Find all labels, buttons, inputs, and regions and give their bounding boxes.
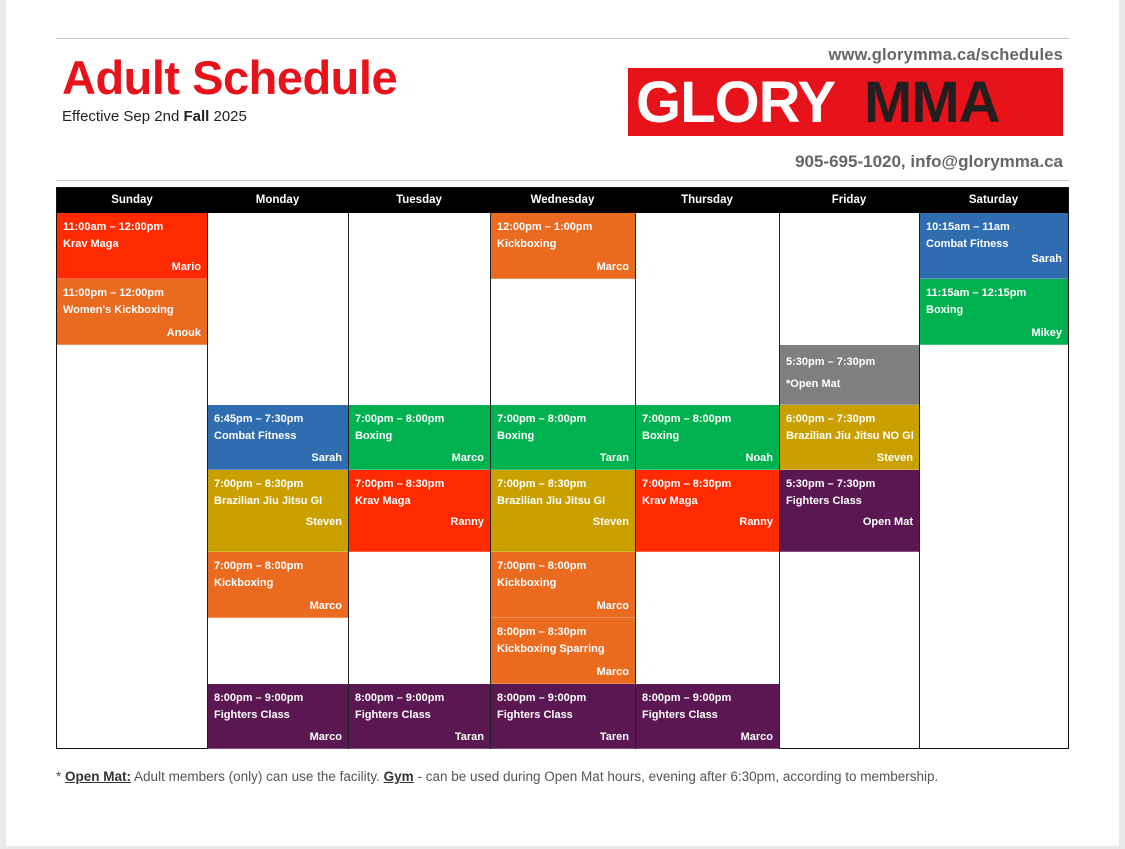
class-name: Boxing bbox=[926, 304, 964, 316]
top-rule bbox=[56, 38, 1069, 39]
footnote-gym-text: - can be used during Open Mat hours, evening after 6:30pm, according to membership. bbox=[417, 769, 939, 784]
class-name: Fighters Class bbox=[497, 709, 573, 721]
class-name: Kickboxing Sparring bbox=[497, 643, 605, 655]
class-block-krav-maga[interactable] bbox=[636, 470, 779, 552]
class-block-boxing[interactable] bbox=[349, 405, 490, 470]
class-instructor: Sarah bbox=[1031, 253, 1062, 265]
class-time: 7:00pm – 8:30pm bbox=[355, 478, 445, 490]
class-block-kickboxing[interactable] bbox=[491, 552, 635, 618]
class-block-boxing[interactable] bbox=[920, 279, 1068, 345]
day-header-monday: Monday bbox=[207, 188, 348, 213]
day-header-tuesday: Tuesday bbox=[348, 188, 490, 213]
class-instructor: Mario bbox=[171, 261, 201, 273]
class-block-combat-fitness[interactable] bbox=[920, 213, 1068, 279]
class-time: 7:00pm – 8:00pm bbox=[355, 413, 445, 425]
class-block-kickboxing[interactable] bbox=[208, 552, 348, 618]
class-time: 5:30pm – 7:30pm bbox=[786, 478, 876, 490]
class-name: Krav Maga bbox=[63, 238, 119, 250]
class-time: 7:00pm – 8:30pm bbox=[497, 478, 587, 490]
class-time: 7:00pm – 8:00pm bbox=[497, 560, 587, 572]
class-time: 12:00pm – 1:00pm bbox=[497, 221, 593, 233]
class-block-bjj-no-gi[interactable] bbox=[780, 405, 919, 470]
class-name: Fighters Class bbox=[642, 709, 718, 721]
class-name: Krav Maga bbox=[355, 495, 411, 507]
class-block-kickboxing-sparring[interactable] bbox=[491, 618, 635, 684]
footnote bbox=[56, 769, 938, 784]
class-name: Boxing bbox=[355, 430, 393, 442]
effective-date bbox=[62, 108, 247, 125]
class-name: Kickboxing bbox=[497, 238, 557, 250]
class-instructor: Marco bbox=[596, 261, 629, 273]
class-instructor: Taran bbox=[454, 731, 484, 743]
class-instructor: Steven bbox=[305, 516, 342, 528]
logo-text-glory: GLORY bbox=[636, 70, 836, 135]
class-name: Krav Maga bbox=[642, 495, 698, 507]
page-title: Adult Schedule bbox=[62, 51, 398, 104]
class-time: 10:15am – 11am bbox=[926, 221, 1010, 233]
class-time: 7:00pm – 8:00pm bbox=[497, 413, 587, 425]
class-name: Boxing bbox=[497, 430, 535, 442]
contact-info: 905-695-1020, info@glorymma.ca bbox=[795, 152, 1063, 171]
class-time: 8:00pm – 9:00pm bbox=[497, 692, 587, 704]
class-instructor: Sarah bbox=[311, 452, 342, 464]
class-block-bjj-gi[interactable] bbox=[491, 470, 635, 552]
class-block-krav-maga[interactable] bbox=[57, 213, 207, 279]
class-name: Fighters Class bbox=[786, 495, 862, 507]
class-block-womens-kickboxing[interactable] bbox=[57, 279, 207, 345]
class-time: 8:00pm – 9:00pm bbox=[214, 692, 304, 704]
header-rule bbox=[56, 180, 1069, 181]
class-instructor: Marco bbox=[596, 600, 629, 612]
day-header-sunday: Sunday bbox=[57, 188, 207, 213]
class-time: 11:00pm – 12:00pm bbox=[63, 287, 164, 299]
class-instructor: Mikey bbox=[1031, 327, 1062, 339]
footnote-open-mat-label: Open Mat: bbox=[65, 769, 132, 784]
class-instructor: Marco bbox=[596, 666, 629, 678]
class-time: 7:00pm – 8:30pm bbox=[214, 478, 304, 490]
class-time: 5:30pm – 7:30pm bbox=[786, 356, 876, 368]
logo-text-mma: MMA bbox=[864, 70, 1000, 135]
class-instructor: Steven bbox=[876, 452, 913, 464]
class-block-kickboxing[interactable] bbox=[491, 213, 635, 279]
class-time: 8:00pm – 9:00pm bbox=[642, 692, 732, 704]
class-instructor: Marco bbox=[451, 452, 484, 464]
class-name: Kickboxing bbox=[497, 577, 557, 589]
class-name: Boxing bbox=[642, 430, 680, 442]
class-time: 7:00pm – 8:00pm bbox=[642, 413, 732, 425]
class-name: Women's Kickboxing bbox=[63, 304, 174, 316]
effective-year: 2025 bbox=[213, 108, 247, 125]
class-block-fighters-class[interactable] bbox=[636, 684, 779, 749]
class-name: Fighters Class bbox=[214, 709, 290, 721]
class-name: Combat Fitness bbox=[926, 238, 1009, 250]
class-instructor: Taren bbox=[599, 731, 629, 743]
class-time: 8:00pm – 8:30pm bbox=[497, 626, 587, 638]
effective-prefix: Effective Sep 2nd bbox=[62, 108, 180, 125]
class-instructor: Ranny bbox=[450, 516, 484, 528]
class-name: Brazilian Jiu Jitsu GI bbox=[214, 495, 323, 507]
class-time: 6:45pm – 7:30pm bbox=[214, 413, 304, 425]
class-name: Combat Fitness bbox=[214, 430, 297, 442]
day-header-friday: Friday bbox=[779, 188, 919, 213]
class-time: 7:00pm – 8:30pm bbox=[642, 478, 732, 490]
class-block-boxing[interactable] bbox=[491, 405, 635, 470]
footnote-asterisk: * bbox=[56, 769, 62, 784]
class-block-fighters-class[interactable] bbox=[208, 684, 348, 749]
footnote-open-mat-text: Adult members (only) can use the facility. bbox=[134, 769, 380, 784]
class-block-combat-fitness[interactable] bbox=[208, 405, 348, 470]
schedule-url[interactable]: www.glorymma.ca/schedules bbox=[828, 46, 1063, 64]
class-instructor: Steven bbox=[592, 516, 629, 528]
class-block-fighters-class[interactable] bbox=[780, 470, 919, 552]
class-block-fighters-class[interactable] bbox=[491, 684, 635, 749]
class-time: 8:00pm – 9:00pm bbox=[355, 692, 445, 704]
class-instructor: Open Mat bbox=[862, 516, 913, 528]
glory-mma-logo bbox=[628, 68, 1063, 136]
class-block-bjj-gi[interactable] bbox=[208, 470, 348, 552]
class-block-fighters-class[interactable] bbox=[349, 684, 490, 749]
day-header-saturday: Saturday bbox=[919, 188, 1068, 213]
day-header-thursday: Thursday bbox=[635, 188, 779, 213]
class-block-boxing[interactable] bbox=[636, 405, 779, 470]
class-time: 6:00pm – 7:30pm bbox=[786, 413, 876, 425]
class-name: Brazilian Jiu Jitsu GI bbox=[497, 495, 606, 507]
class-instructor: Ranny bbox=[739, 516, 773, 528]
footnote-gym-label: Gym bbox=[383, 769, 414, 784]
class-block-krav-maga[interactable] bbox=[349, 470, 490, 552]
class-time: 11:15am – 12:15pm bbox=[926, 287, 1027, 299]
class-instructor: Marco bbox=[740, 731, 773, 743]
day-header-wednesday: Wednesday bbox=[490, 188, 635, 213]
class-name: Kickboxing bbox=[214, 577, 274, 589]
class-name: *Open Mat bbox=[786, 378, 841, 390]
class-name: Fighters Class bbox=[355, 709, 431, 721]
class-instructor: Noah bbox=[745, 452, 773, 464]
schedule-grid bbox=[56, 187, 1069, 749]
class-instructor: Taran bbox=[599, 452, 629, 464]
class-instructor: Marco bbox=[309, 600, 342, 612]
class-time: 11:00am – 12:00pm bbox=[63, 221, 164, 233]
class-instructor: Marco bbox=[309, 731, 342, 743]
class-time: 7:00pm – 8:00pm bbox=[214, 560, 304, 572]
class-instructor: Anouk bbox=[166, 327, 201, 339]
class-block-open-mat[interactable] bbox=[780, 345, 919, 405]
effective-season: Fall bbox=[183, 108, 210, 125]
class-name: Brazilian Jiu Jitsu NO GI bbox=[786, 430, 914, 442]
